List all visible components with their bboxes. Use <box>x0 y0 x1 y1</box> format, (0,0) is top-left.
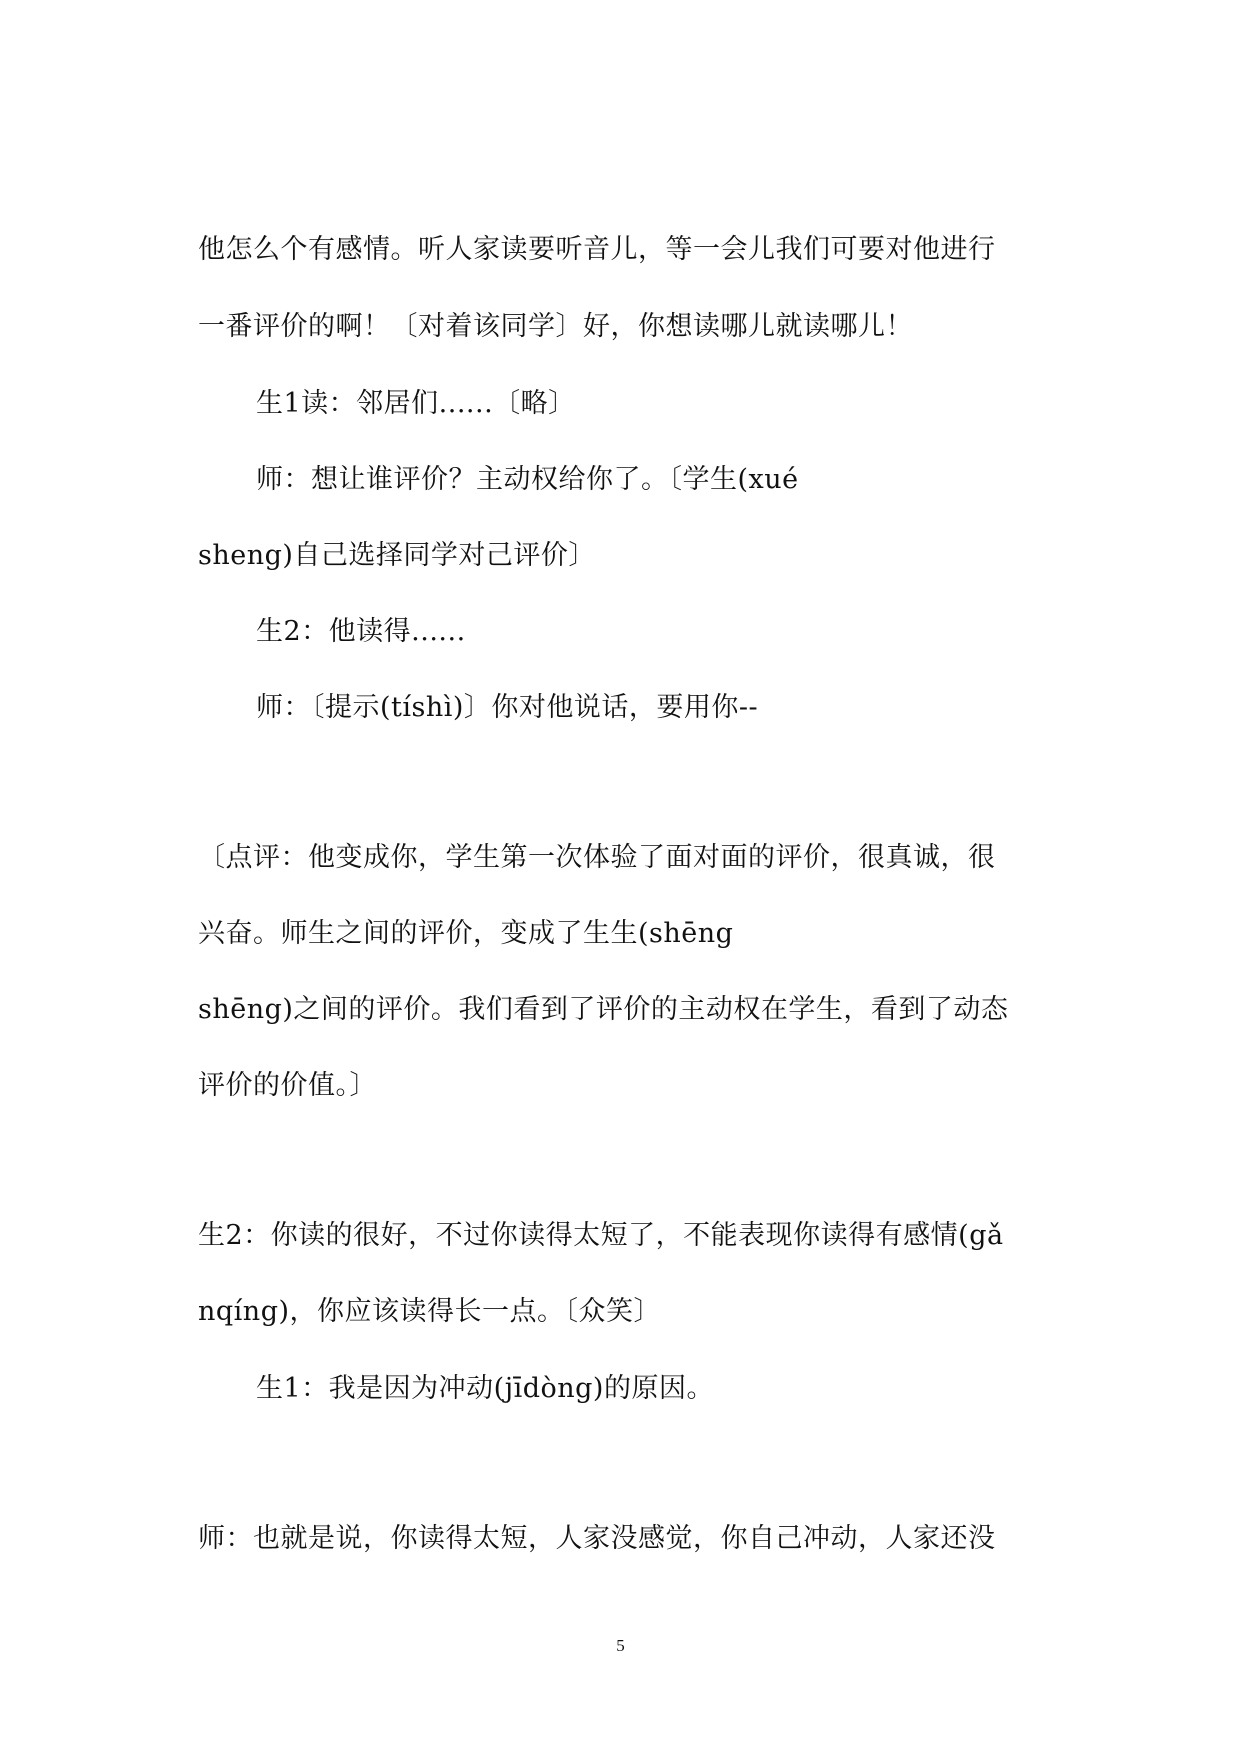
paragraph-line-12: 生2：你读的很好，不过你读得太短了，不能表现你读得有感情(gǎ <box>198 1220 1004 1251</box>
paragraph-line-5: sheng)自己选择同学对己评价〕 <box>198 540 596 571</box>
paragraph-line-3: 生1读：邻居们......〔略〕 <box>256 388 576 419</box>
paragraph-line-2: 一番评价的啊！〔对着该同学〕好，你想读哪儿就读哪儿！ <box>198 311 913 342</box>
paragraph-line-1: 他怎么个有感情。听人家读要听音儿，等一会儿我们可要对他进行 <box>198 234 996 265</box>
comment-line-1: 〔点评：他变成你，学生第一次体验了面对面的评价，很真诚，很 <box>198 842 996 873</box>
page-number: 5 <box>616 1636 625 1655</box>
paragraph-line-4: 师：想让谁评价？主动权给你了。〔学生(xué <box>256 464 799 495</box>
comment-line-3: shēng)之间的评价。我们看到了评价的主动权在学生，看到了动态 <box>198 994 1009 1025</box>
comment-line-2: 兴奋。师生之间的评价，变成了生生(shēng <box>198 918 734 949</box>
paragraph-line-6: 生2：他读得...... <box>256 616 466 647</box>
paragraph-line-7: 师：〔提示(tíshì)〕你对他说话，要用你-- <box>256 692 759 723</box>
paragraph-line-14: 生1：我是因为冲动(jīdòng)的原因。 <box>256 1373 714 1404</box>
comment-line-4: 评价的价值。〕 <box>198 1070 377 1101</box>
paragraph-line-15: 师：也就是说，你读得太短，人家没感觉，你自己冲动，人家还没 <box>198 1523 996 1554</box>
paragraph-line-13: nqíng)，你应该读得长一点。〔众笑〕 <box>198 1296 662 1327</box>
